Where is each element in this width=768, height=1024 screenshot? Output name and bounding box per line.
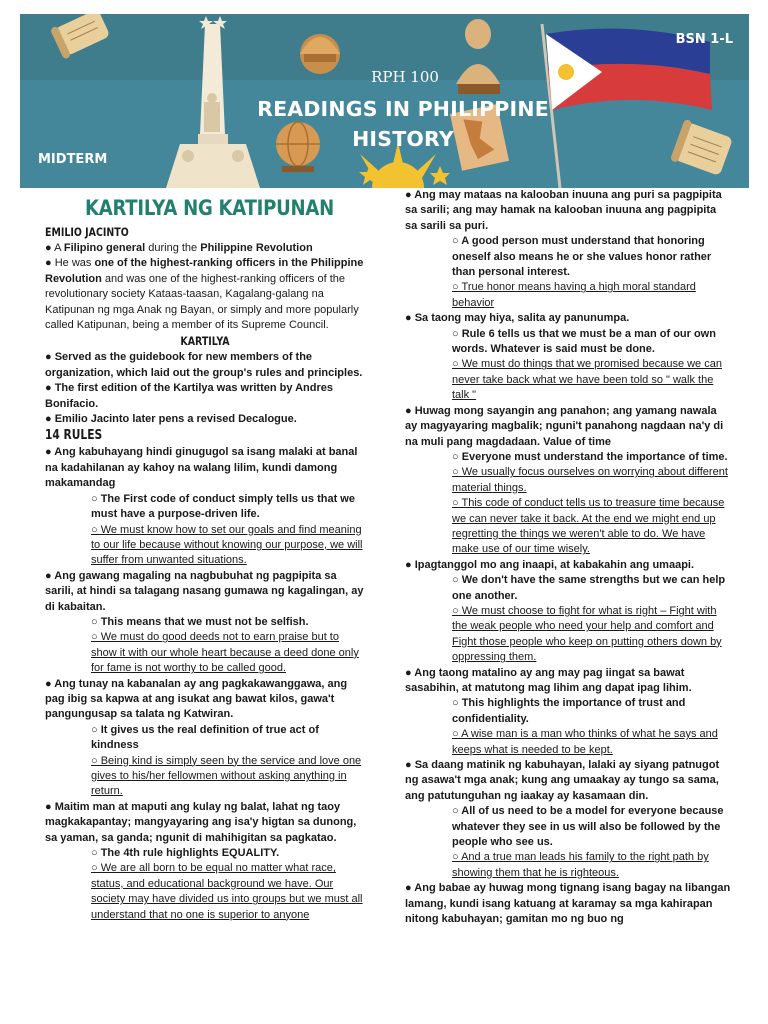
- rule-text: ● Ang kabuhayang hindi ginugugol sa isang malaki at banal na kadahilanan ay kahoy na walang lilim, kundi damong makamandag: [45, 446, 358, 490]
- rule-text: ● Ang taong matalino ay ang may pag iingat sa bawat sasabihin, at matutong mag lihim ang dapat ipag lihim.: [405, 666, 692, 694]
- rule-note: ○ The First code of conduct simply tells us that we must have a purpose-driven life.: [91, 492, 355, 521]
- kartilya-point: ● The first edition of the Kartilya was written by Andres Bonifacio.: [45, 382, 334, 410]
- rule-note: ○ Everyone must understand the importance of time.: [452, 450, 728, 463]
- rule-text: ● Huwag mong sayangin ang panahon; ang yamang nawala ay magyayaring magbalik; nguni't panahong nagdaan na'y di na muli pang magdadaan. Value of time: [405, 404, 724, 448]
- header-banner: [20, 14, 749, 188]
- rule-text: ● Ang gawang magaling na nagbubuhat ng pagpipita sa sarili, at hindi sa talagang nasang gumawa ng kagalingan, ay di kabaitan.: [45, 569, 364, 613]
- rule-text: ● Maitim man at maputi ang kulay ng balat, lahat ng taoy magkakapantay; mangyayaring ang isa'y higtan sa dunong, sa yaman, sa ganda; ngunit di mahihigitan sa pagkatao.: [45, 800, 357, 844]
- rule-explanation: ○ We usually focus ourselves on worrying about different material things.: [452, 466, 728, 494]
- rule-explanation: ○ A wise man is a man who thinks of what he says and keeps what is needed to be kept.: [452, 728, 718, 756]
- rule-note: ○ We don't have the same strengths but we can help one another.: [452, 574, 726, 602]
- page-title: KARTILYA NG KATIPUNAN: [85, 196, 334, 220]
- rule-explanation: ○ And a true man leads his family to the right path by showing them that he is righteous.: [452, 851, 709, 879]
- left-column: [45, 194, 365, 923]
- kartilya-point: ● Emilio Jacinto later pens a revised Decalogue.: [45, 413, 297, 426]
- right-column: [405, 188, 731, 928]
- rule-note: ○ This means that we must not be selfish.: [91, 615, 309, 628]
- rule-note: ○ A good person must understand that honoring oneself also means he or she values honor rather than personal interest.: [452, 235, 712, 279]
- rule-text: ● Ang babae ay huwag mong tignang isang bagay na libangan lamang, kundi isang katuang at karamay sa mga kahirapan nitong kabuhayan; gamitan mo ng buo ng: [405, 882, 731, 926]
- rule-text: ● Ang may mataas na kalooban inuuna ang puri sa pagpipita sa sarili; ang may hamak na kalooban inuuna ang pagpipita sa sarili sa puri.: [405, 189, 722, 232]
- bio-point: ● He was one of the highest-ranking officers in the Philippine Revolution and was one of the highest-ranking officers of the revolutionary society Kataas-taasan, Kagalang-galang na Katipunan ng mga Anak ng Bayan, or simply and more popularly called Katipunan, being a member of its Supreme Council.: [45, 257, 364, 332]
- rule-note: ○ All of us need to be a model for everyone because whatever they see in us will also be followed by the people who see us.: [452, 805, 724, 849]
- rule-explanation: ○ We must do good deeds not to earn praise but to show it with our whole heart because a deed done only for fame is not worthy to be called good.: [91, 631, 359, 675]
- bio-point: ● A Filipino general during the Philippine Revolution: [45, 242, 313, 254]
- rule-explanation: ○ Being kind is simply seen by the service and love one gives to his/her fellowmen without asking anything in return.: [91, 754, 362, 798]
- rule-explanation: ○ True honor means having a high moral standard behavior: [452, 281, 696, 309]
- rule-note: ○ Rule 6 tells us that we must be a man of our own words. Whatever is said must be done.: [452, 327, 716, 356]
- rule-explanation: ○ We must know how to set our goals and find meaning to our life because without knowing our purpose, we will suffer from unwanted situations.: [91, 523, 363, 567]
- kartilya-point: ● Served as the guidebook for new members of the organization, which laid out the group's rules and principles.: [45, 351, 363, 379]
- term-label: MIDTERM: [38, 152, 108, 167]
- author-heading: EMILIO JACINTO: [45, 225, 129, 239]
- rule-text: ● Ipagtanggol mo ang inaapi, at kabakahin ang umaapi.: [405, 558, 695, 571]
- rule-text: ● Sa taong may hiya, salita ay panunumpa.: [405, 312, 630, 325]
- rule-explanation: ○ We must choose to fight for what is right – Fight with the weak people who need your help and comfort and Fight those people who keep on putting others down by oppressing them.: [452, 604, 722, 664]
- course-code: RPH 100: [371, 68, 439, 86]
- section-label: BSN 1-L: [675, 32, 733, 47]
- rule-explanation: ○ We are all born to be equal no matter what race, status, and educational background we have. Our society may have divided us into groups but we must all understand that no one is superior to anyone: [91, 862, 363, 921]
- rule-text: ● Ang tunay na kabanalan ay ang pagkakawanggawa, ang pag ibig sa kapwa at ang isukat ang bawat kilos, gawa't pangungusap sa talata ng Katwiran.: [45, 677, 348, 721]
- rule-note: ○ This highlights the importance of trust and confidentiality.: [452, 697, 686, 725]
- kartilya-heading: KARTILYA: [180, 334, 230, 349]
- rule-note: ○ The 4th rule highlights EQUALITY.: [91, 847, 280, 860]
- rule-explanation: ○ This code of conduct tells us to treasure time because we can never take it back. At the end we might end up regretting the things we weren't able to do. We have make use of our time wisely.: [452, 497, 725, 556]
- course-title: READINGS IN PHILIPPINE HISTORY: [257, 97, 549, 151]
- rule-explanation: ○ We must do things that we promised because we can never take back what we have been told so " walk the talk ": [452, 358, 722, 402]
- rules-heading: 14 RULES: [45, 428, 103, 444]
- rule-text: ● Sa daang matinik ng kabuhayan, lalaki ay siyang patnugot ng asawa't mga anak; kung ang umaakay ay tungo sa sama, ang patutunguhan ng iaakay ay kasamaan din.: [405, 759, 720, 802]
- rule-note: ○ It gives us the real definition of true act of kindness: [91, 723, 319, 752]
